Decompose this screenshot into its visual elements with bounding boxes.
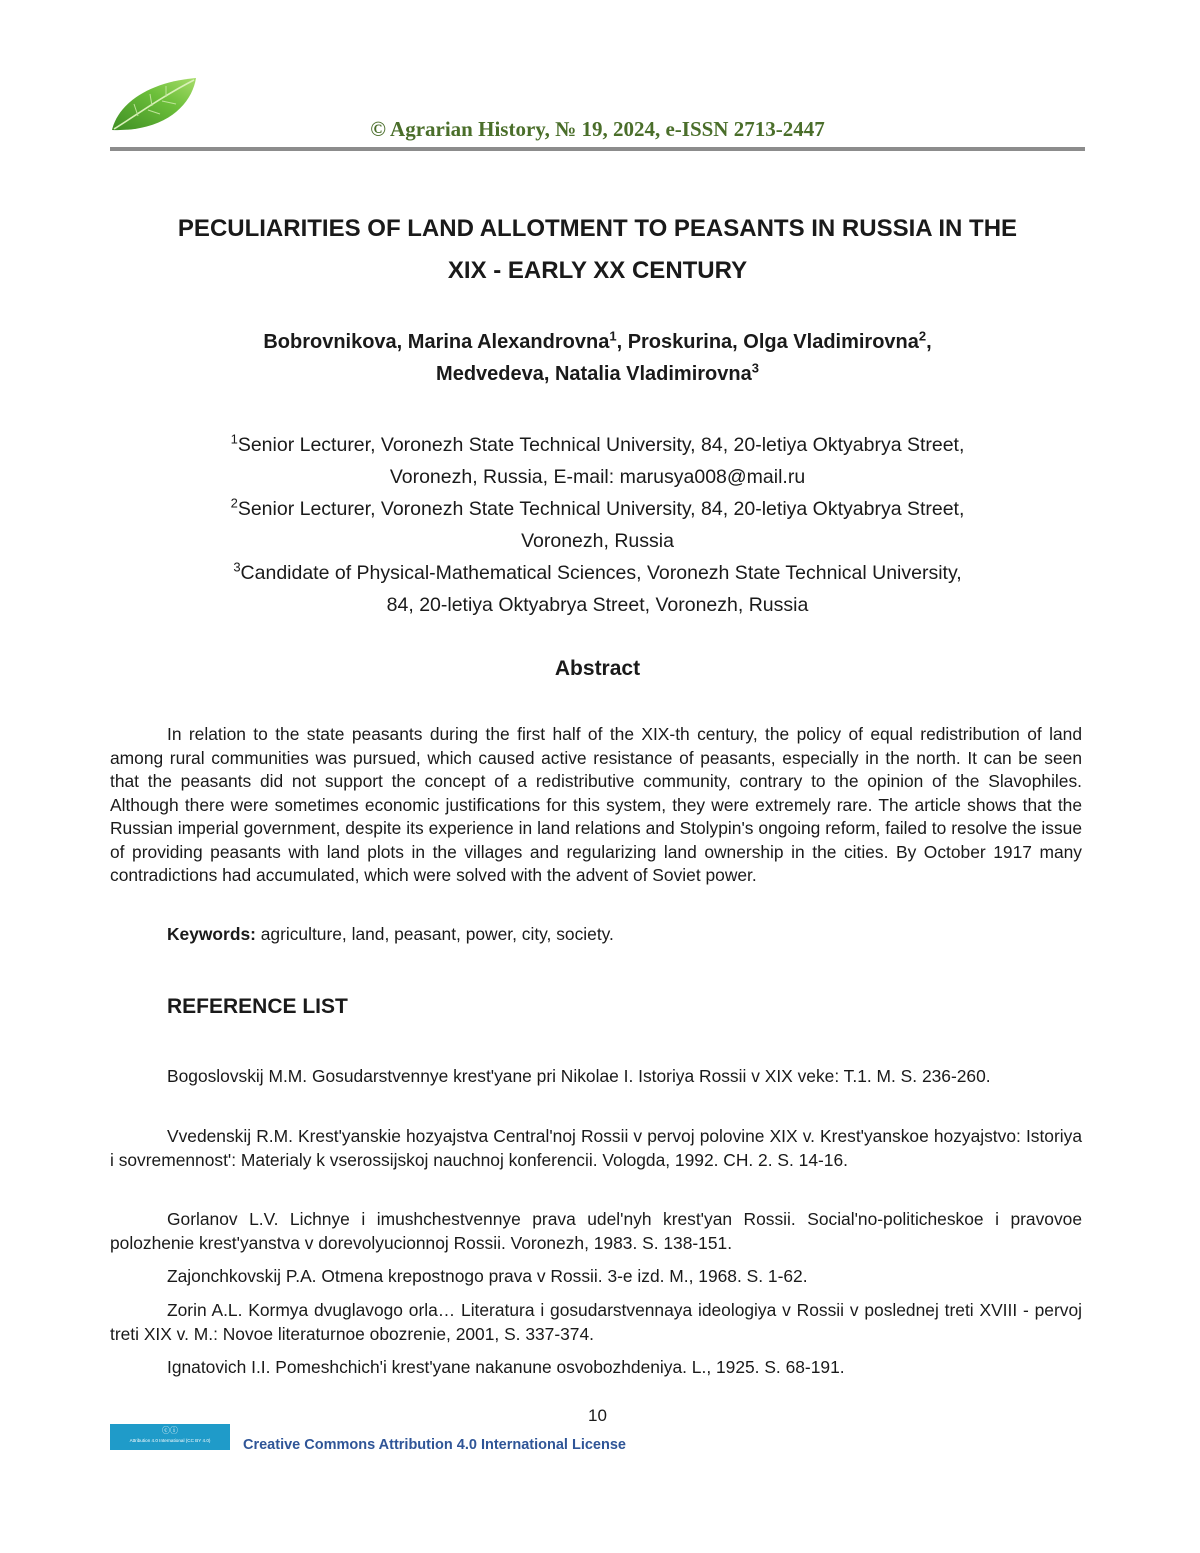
affiliation-line bbox=[110, 493, 1085, 525]
affiliations bbox=[110, 429, 1085, 621]
affiliation-text: Voronezh, Russia bbox=[521, 530, 674, 552]
keywords-text: agriculture, land, peasant, power, city, society. bbox=[255, 924, 614, 944]
affiliation-text: Senior Lecturer, Voronezh State Technical University, 84, 20-letiya Oktyabrya Street, bbox=[237, 498, 965, 520]
author-affiliation-mark: 3 bbox=[751, 360, 759, 376]
author-affiliation-mark: 1 bbox=[609, 328, 617, 344]
cc-badge-label: Attribution 4.0 International (CC BY 4.0) bbox=[129, 1438, 211, 1443]
affiliation-line bbox=[110, 429, 1085, 461]
journal-header: © Agrarian History, № 19, 2024, e-ISSN 2713-2447 bbox=[370, 117, 825, 141]
affiliation-line bbox=[110, 461, 1085, 493]
affiliation-line bbox=[110, 589, 1085, 621]
affiliation-line bbox=[110, 525, 1085, 557]
reference-item: Gorlanov L.V. Lichnye i imushchestvennye prava udel'nyh krest'yan Rossii. Social'no-politicheskoe i pravovoe polozhenie krest'yanstva v dorevolyucionnoj Rossii. Voronezh, 1983. S. 138-151. bbox=[110, 1209, 1082, 1253]
affiliation-text: 84, 20-letiya Oktyabrya Street, Voronezh, Russia bbox=[386, 594, 809, 616]
reference-item: Bogoslovskij M.M. Gosudarstvennye krest'yane pri Nikolae I. Istoriya Rossii v XIX veke: T.1. M. S. 236-260. bbox=[167, 1066, 991, 1086]
keywords-label: Keywords: bbox=[167, 924, 256, 944]
affiliation-line bbox=[110, 557, 1085, 589]
affiliation-mark: 3 bbox=[233, 559, 241, 575]
keywords bbox=[167, 923, 614, 946]
author-separator: , bbox=[616, 331, 628, 353]
author-name: Bobrovnikova, Marina Alexandrovna bbox=[263, 331, 610, 353]
abstract-text: In relation to the state peasants during the first half of the XIX-th century, the policy of equal redistribution of land among rural communities was pursued, which caused active resistance of peasants, especially in the north. It can be seen that the peasants did not support the concept of a redistributive community, contrary to the opinion of the Slavophiles. Although there were sometimes economic justifications for this system, they were extremely rare. The article shows that the Russian imperial government, despite its experience in land relations and Stolypin's ongoing reform, failed to resolve the issue of providing peasants with land plots in the villages and regularizing land ownership in the cities. By October 1917 many contradictions had accumulated, which were solved with the advent of Soviet power. bbox=[110, 724, 1082, 885]
reference-item: Vvedenskij R.M. Krest'yanskie hozyajstva Central'noj Rossii v pervoj polovine XIX v. Krest'yanskoe hozyajstvo: Istoriya i sovremennost': Materialy k vserossijskoj nauchnoj konferencii. Vologda, 1992. CH. 2. S. 14-16. bbox=[110, 1126, 1082, 1170]
author-line bbox=[110, 326, 1085, 358]
header-rule bbox=[110, 147, 1085, 151]
author-affiliation-mark: 2 bbox=[918, 328, 927, 344]
title-line: PECULIARITIES OF LAND ALLOTMENT TO PEASANTS IN RUSSIA IN THE bbox=[177, 215, 1018, 242]
affiliation-text: Candidate of Physical-Mathematical Sciences, Voronezh State Technical University, bbox=[240, 562, 962, 584]
author-list bbox=[110, 326, 1085, 390]
cc-license-badge[interactable] bbox=[110, 1424, 230, 1450]
cc-by-icon: ⓒⓘ bbox=[162, 1426, 178, 1435]
references-heading: REFERENCE LIST bbox=[167, 995, 348, 1018]
reference-item: Zajonchkovskij P.A. Otmena krepostnogo prava v Rossii. 3-e izd. M., 1968. S. 1-62. bbox=[167, 1266, 808, 1286]
affiliation-mark: 2 bbox=[230, 495, 238, 511]
page-number: 10 bbox=[588, 1406, 607, 1425]
title-line: XIX - EARLY XX CENTURY bbox=[447, 257, 748, 284]
author-name: Proskurina, Olga Vladimirovna bbox=[627, 331, 919, 353]
affiliation-mark: 1 bbox=[230, 431, 238, 447]
license-link[interactable]: Creative Commons Attribution 4.0 International License bbox=[243, 1437, 626, 1453]
reference-item: Ignatovich I.I. Pomeshchich'i krest'yane nakanune osvobozhdeniya. L., 1925. S. 68-191. bbox=[167, 1357, 845, 1377]
abstract-heading: Abstract bbox=[554, 657, 641, 680]
author-line bbox=[110, 358, 1085, 390]
author-separator: , bbox=[926, 331, 932, 353]
affiliation-text: Senior Lecturer, Voronezh State Technical University, 84, 20-letiya Oktyabrya Street, bbox=[237, 434, 965, 456]
paper-title bbox=[110, 208, 1085, 292]
reference-item: Zorin A.L. Kormya dvuglavogo orla… Literatura i gosudarstvennaya ideologiya v Rossii v poslednej treti XVIII - pervoj treti XIX v. M.: Novoe literaturnoe obozrenie, 2001, S. 337-374. bbox=[110, 1300, 1082, 1344]
affiliation-text: Voronezh, Russia, E-mail: marusya008@mail.ru bbox=[389, 466, 806, 488]
author-name: Medvedeva, Natalia Vladimirovna bbox=[436, 363, 752, 385]
